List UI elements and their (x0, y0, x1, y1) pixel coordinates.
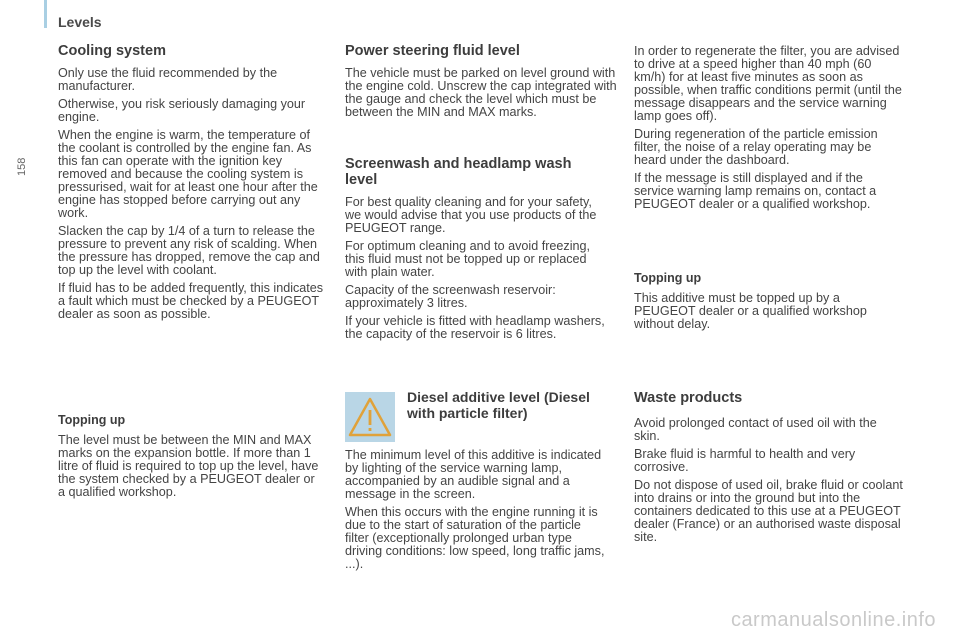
screenwash-title: Screenwash and headlamp wash level (345, 156, 572, 188)
regeneration-paragraph: During regeneration of the particle emission filter, the noise of a relay operating may be heard under the dashboard. (634, 127, 878, 167)
waste-section (634, 390, 906, 549)
regeneration-paragraph: If the message is still displayed and if the service warning lamp remains on, contact a PEUGEOT dealer or a qualified workshop. (634, 171, 877, 211)
cooling-topping-text: The level must be between the MIN and MAX marks on the expansion bottle. If more than 1 litre of fluid is required to top up the level, have the system checked by a PEUGEOT dealer or a qualified workshop. (58, 433, 319, 499)
watermark: carmanualsonline.info (730, 609, 936, 631)
power-steering-text: The vehicle must be parked on level ground with the engine cold. Unscrew the cap integrated with the gauge and check the level which must be between the MIN and MAX marks. (345, 66, 617, 119)
header-accent-bar (44, 0, 47, 28)
waste-paragraph: Do not dispose of used oil, brake fluid or coolant into drains or into the ground but into the containers dedicated to this use at a PEUGEOT dealer (France) or an authorised waste disposal site. (634, 478, 903, 544)
warning-triangle-icon (345, 392, 395, 442)
chapter-title: Levels (58, 14, 102, 30)
waste-paragraph: Brake fluid is harmful to health and very corrosive. (634, 447, 856, 474)
additive-topping-text: This additive must be topped up by a PEUGEOT dealer or a qualified workshop without delay. (634, 291, 867, 331)
power-steering-title: Power steering fluid level (345, 43, 520, 59)
cooling-paragraph: If fluid has to be added frequently, this indicates a fault which must be checked by a PEUGEOT dealer as soon as possible. (58, 281, 324, 321)
waste-title: Waste products (634, 390, 743, 406)
additive-topping-section (634, 271, 896, 336)
screenwash-section (345, 156, 610, 346)
regeneration-section (634, 45, 906, 216)
cooling-topping-section (58, 413, 320, 504)
cooling-title: Cooling system (58, 43, 166, 59)
screenwash-paragraph: For best quality cleaning and for your safety, we would advise that you use products of the PEUGEOT range. (345, 195, 597, 235)
diesel-section (345, 449, 607, 576)
power-steering-section (345, 43, 617, 124)
cooling-topping-title: Topping up (58, 413, 126, 427)
waste-paragraph: Avoid prolonged contact of used oil with the skin. (634, 416, 877, 443)
cooling-paragraph: Only use the fluid recommended by the manufacturer. (58, 66, 278, 93)
page-number-wrap (6, 94, 28, 176)
diesel-paragraph: The minimum level of this additive is indicated by lighting of the service warning lamp, accompanied by an audible signal and a message in the screen. (345, 448, 602, 501)
cooling-paragraph: When the engine is warm, the temperature of the coolant is controlled by the engine fan. As this fan can operate with the ignition key removed and because the cooling system is pressurised, wait for at least one hour after the engine has stopped before carrying out any work. (58, 128, 318, 220)
additive-topping-title: Topping up (634, 271, 702, 285)
diesel-title-wrap (407, 390, 607, 429)
diesel-title: Diesel additive level (Diesel with particle filter) (407, 389, 590, 421)
page-number: 158 (16, 157, 28, 176)
diesel-paragraph: When this occurs with the engine running it is due to the start of saturation of the particle filter (exceptionally prolonged urban type driving conditions: low speed, long traffic jams, ...). (345, 505, 605, 571)
regeneration-paragraph: In order to regenerate the filter, you are advised to drive at a speed higher than 40 mph (60 km/h) for at least five minutes as soon as possible, when traffic conditions permit (until the message disappears and the service warning lamp goes off). (634, 44, 902, 123)
screenwash-paragraph: If your vehicle is fitted with headlamp washers, the capacity of the reservoir is 6 litres. (345, 314, 605, 341)
cooling-section (58, 43, 330, 326)
cooling-paragraph: Otherwise, you risk seriously damaging your engine. (58, 97, 306, 124)
cooling-paragraph: Slacken the cap by 1/4 of a turn to release the pressure to prevent any risk of scalding. When the pressure has dropped, remove the cap and top up the level with coolant. (58, 224, 320, 277)
screenwash-paragraph: Capacity of the screenwash reservoir: approximately 3 litres. (345, 283, 556, 310)
screenwash-paragraph: For optimum cleaning and to avoid freezing, this fluid must not be topped up or replaced with plain water. (345, 239, 591, 279)
